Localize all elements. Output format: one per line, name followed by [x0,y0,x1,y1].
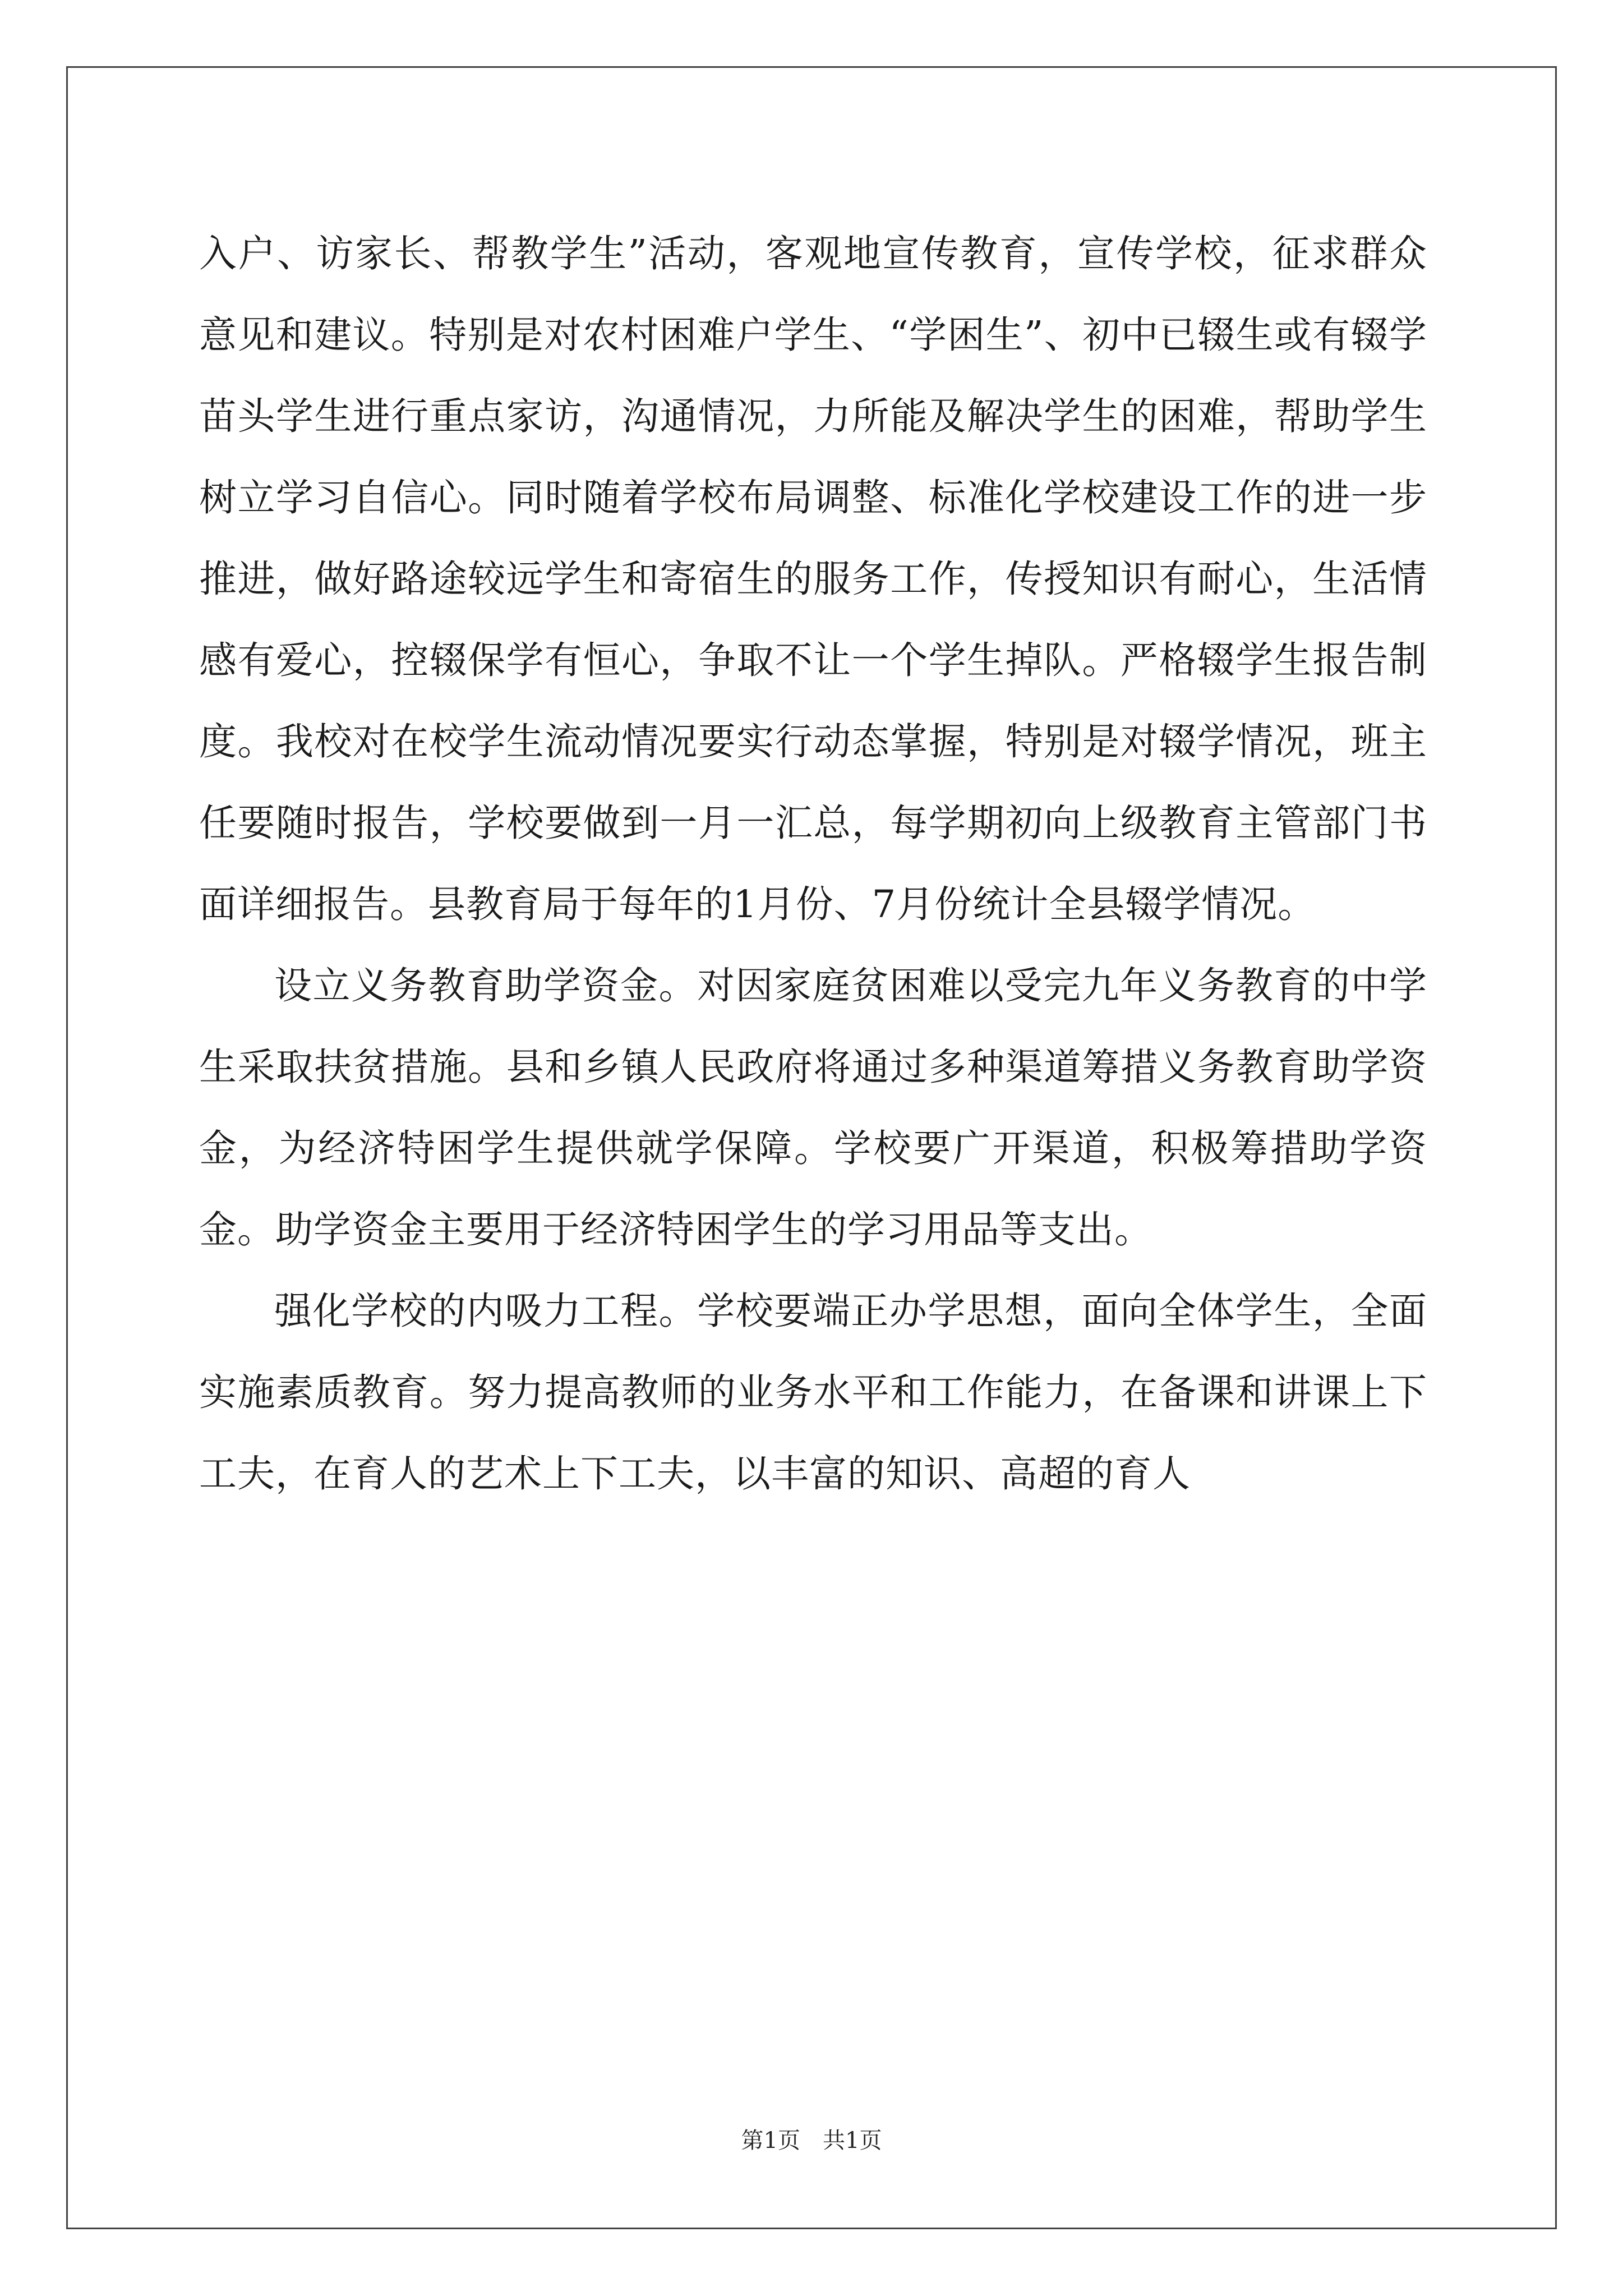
document-body [199,213,1427,1515]
paragraph-3: 强化学校的内吸力工程。学校要端正办学思想，面向全体学生，全面实施素质教育。努力提高教师的业务水平和工作能力，在备课和讲课上下工夫，在育人的艺术上下工夫，以丰富的知识、高超的育人 [199,1289,1427,1496]
page-number-footer: 第1页 共1页 [741,2128,882,2154]
paragraph-2: 设立义务教育助学资金。对因家庭贫困难以受完九年义务教育的中学生采取扶贫措施。县和乡镇人民政府将通过多种渠道筹措义务教育助学资金，为经济特困学生提供就学保障。学校要广开渠道，积极筹措助学资金。助学资金主要用于经济特困学生的学习用品等支出。 [199,964,1427,1251]
paragraph-1: 入户、访家长、帮教学生”活动，客观地宣传教育，宣传学校，征求群众意见和建议。特别是对农村困难户学生、“学困生”、初中已辍生或有辍学苗头学生进行重点家访，沟通情况，力所能及解决学生的困难，帮助学生树立学习自信心。同时随着学校布局调整、标准化学校建设工作的进一步推进，做好路途较远学生和寄宿生的服务工作，传授知识有耐心，生活情感有爱心，控辍保学有恒心，争取不让一个学生掉队。严格辍学生报告制度。我校对在校学生流动情况要实行动态掌握，特别是对辍学情况，班主任要随时报告，学校要做到一月一汇总，每学期初向上级教育主管部门书面详细报告。县教育局于每年的1月份、7月份统计全县辍学情况。 [199,232,1427,926]
